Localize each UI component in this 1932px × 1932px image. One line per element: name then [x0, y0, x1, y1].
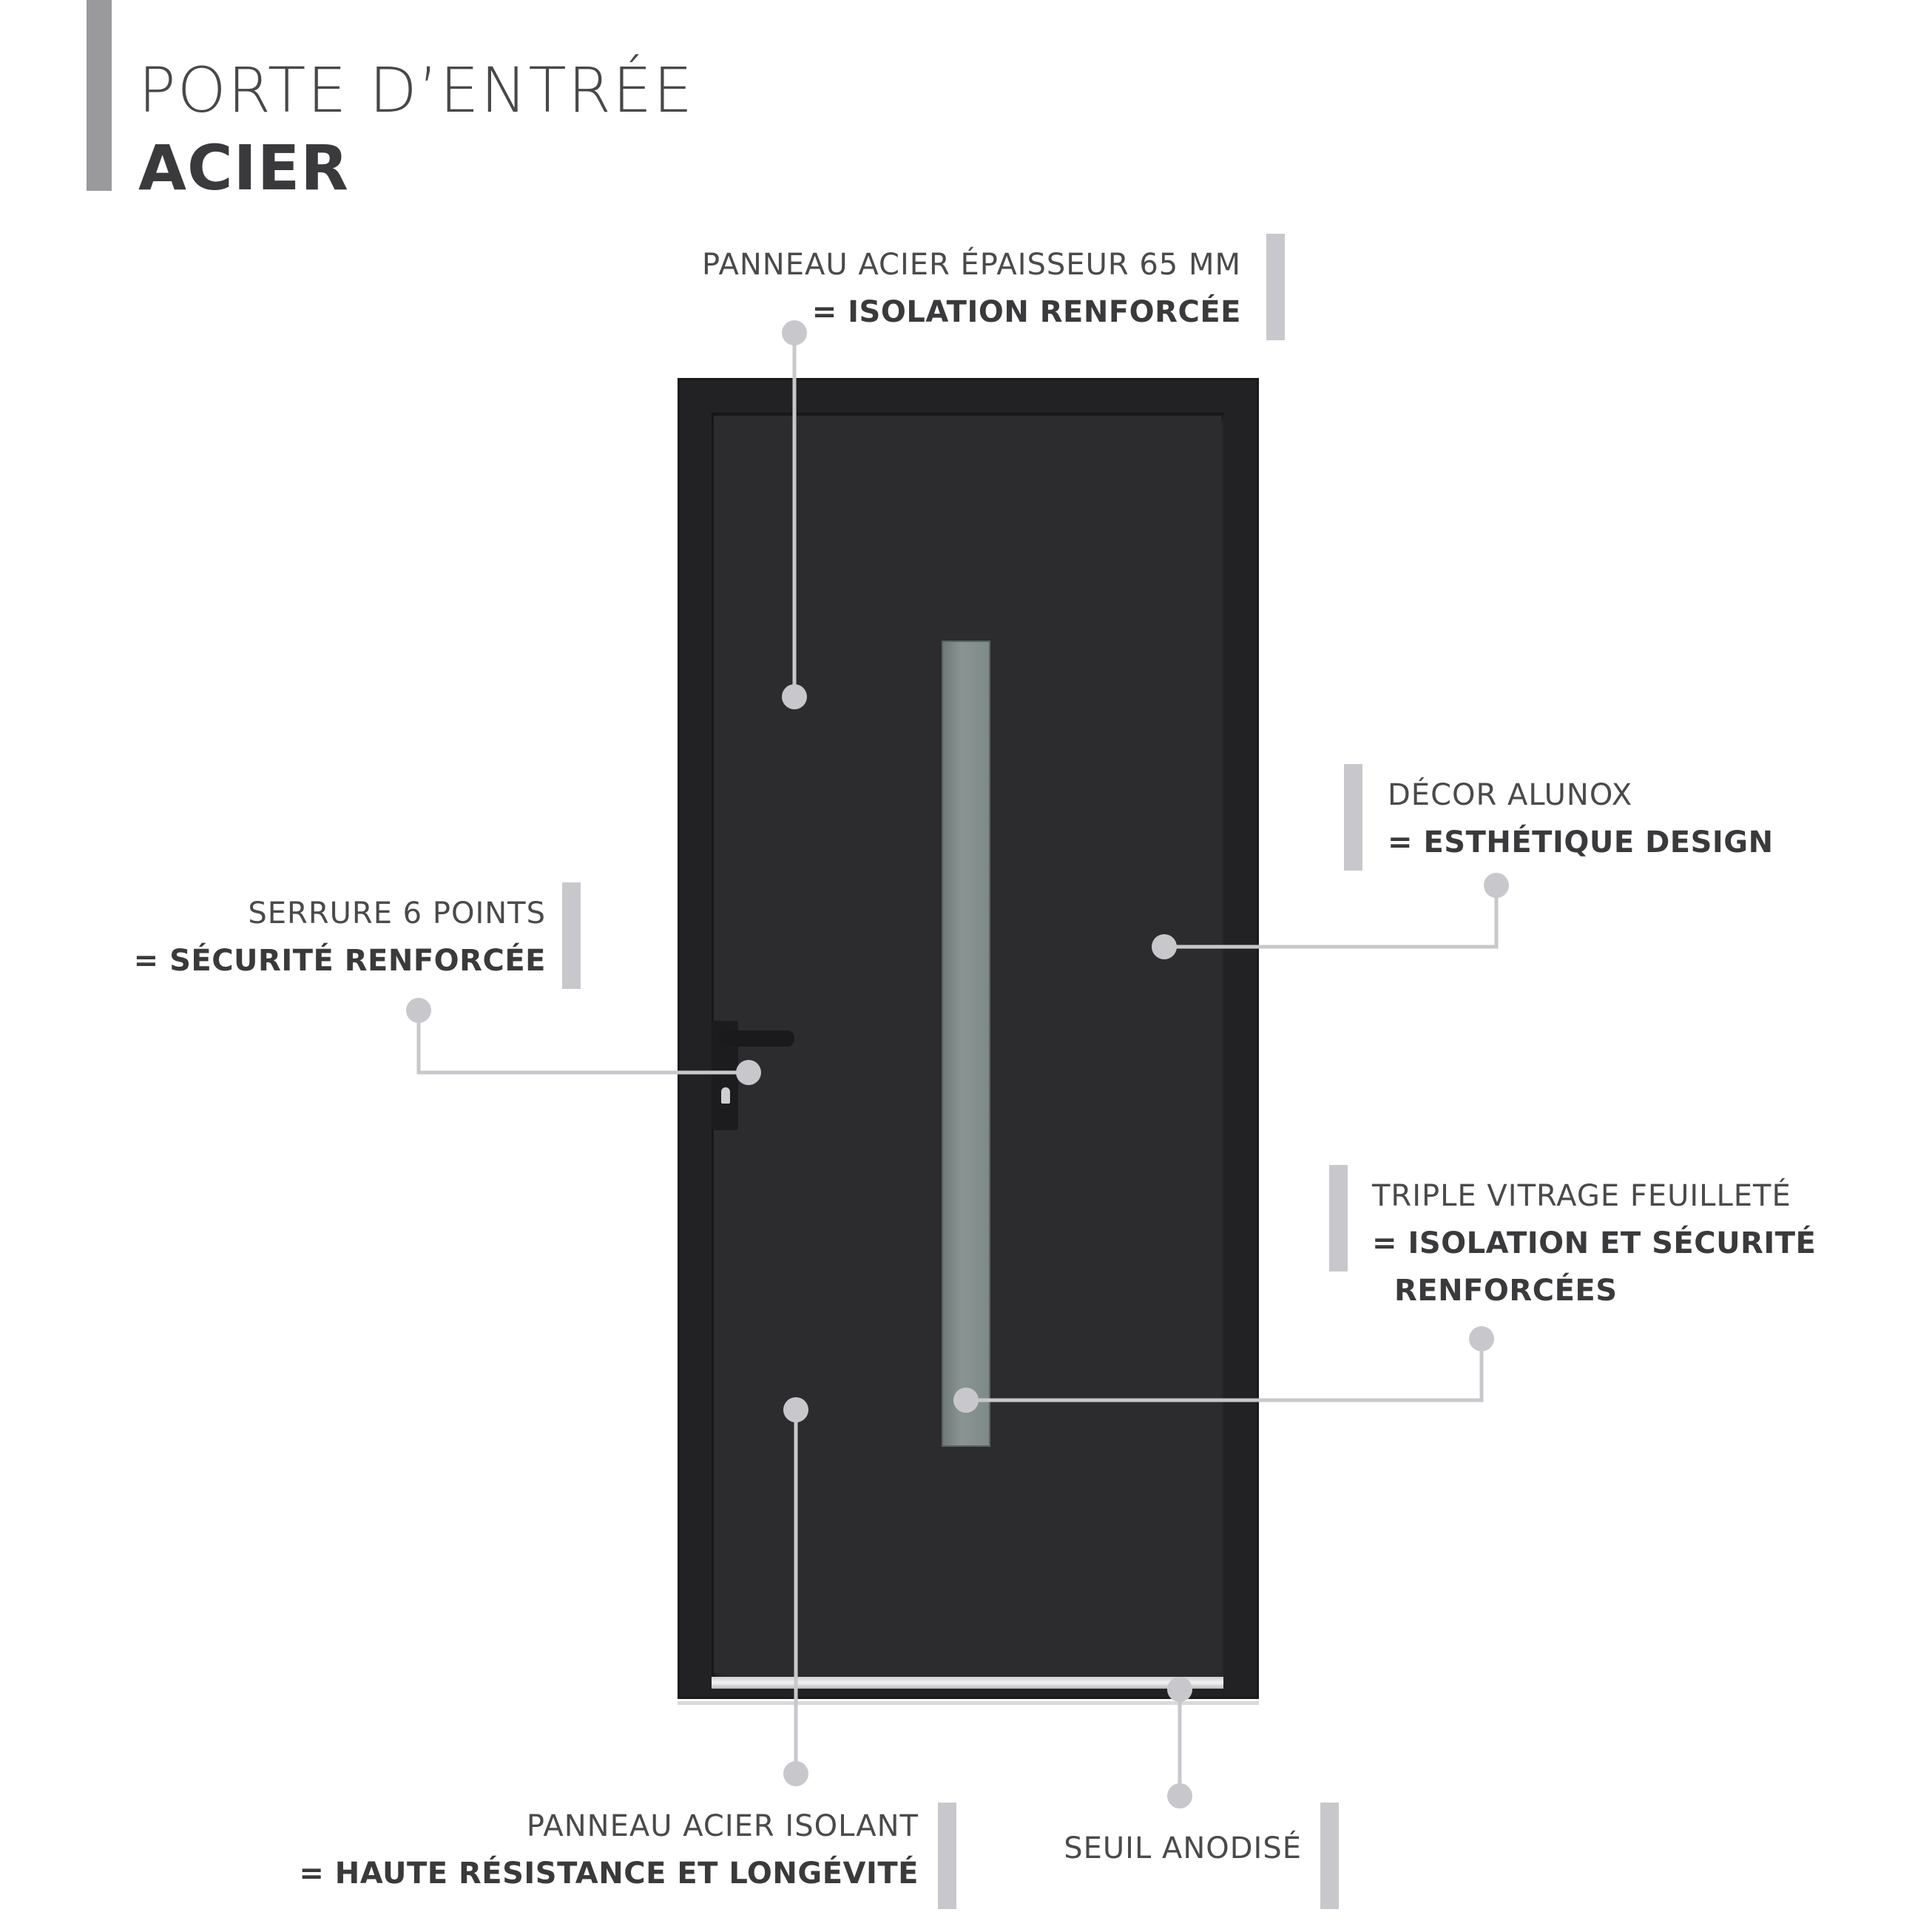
dot-panneau-bottom-end [783, 1761, 808, 1786]
dot-vitrage-end [1469, 1326, 1494, 1351]
dot-serrure-end [406, 998, 431, 1023]
dot-decor-end [1484, 873, 1509, 898]
callout-panneau-bottom [299, 1803, 919, 1897]
callout-vitrage-benefit-cont: RENFORCÉES [1394, 1274, 1618, 1308]
callout-panneau-top-benefit: = ISOLATION RENFORCÉE [811, 295, 1241, 329]
door-glazing [942, 641, 990, 1447]
floor-line [678, 1701, 1259, 1705]
dot-seuil-end [1167, 1783, 1192, 1808]
title-line-2: ACIER [138, 132, 349, 204]
title-line-1: PORTE D’ENTRÉE [138, 54, 695, 126]
title-accent-bar [87, 0, 112, 191]
keyhole-icon [721, 1087, 730, 1104]
callout-vitrage-title: TRIPLE VITRAGE FEUILLETÉ [1372, 1179, 1791, 1213]
callout-panneau-top [702, 241, 1241, 336]
callout-panneau-top-title: PANNEAU ACIER ÉPAISSEUR 65 MM [701, 248, 1241, 282]
callout-vitrage [1372, 1172, 1816, 1314]
callout-decor-title: DÉCOR ALUNOX [1388, 778, 1633, 812]
callout-vitrage-bar [1329, 1165, 1348, 1271]
callout-panneau-bottom-benefit: = HAUTE RÉSISTANCE ET LONGÉVITÉ [299, 1857, 919, 1891]
callout-panneau-top-bar [1266, 234, 1285, 340]
callout-seuil-bar [1320, 1803, 1339, 1909]
callout-seuil-title: SEUIL ANODISÉ [1064, 1831, 1302, 1865]
callout-serrure-title: SERRURE 6 POINTS [248, 896, 546, 930]
callout-panneau-bottom-bar [938, 1803, 956, 1909]
callout-panneau-bottom-title: PANNEAU ACIER ISOLANT [526, 1809, 919, 1843]
callout-serrure-benefit: = SÉCURITÉ RENFORCÉE [133, 944, 546, 978]
callout-serrure [134, 890, 546, 984]
callout-vitrage-benefit: = ISOLATION ET SÉCURITÉ [1372, 1226, 1817, 1260]
callout-seuil [1064, 1825, 1302, 1872]
callout-decor-bar [1344, 764, 1362, 871]
door-threshold [712, 1677, 1223, 1689]
callout-decor-benefit: = ESTHÉTIQUE DESIGN [1388, 825, 1774, 859]
door-handle-lever [719, 1030, 794, 1047]
callout-serrure-bar [562, 882, 581, 989]
callout-decor [1388, 771, 1774, 866]
